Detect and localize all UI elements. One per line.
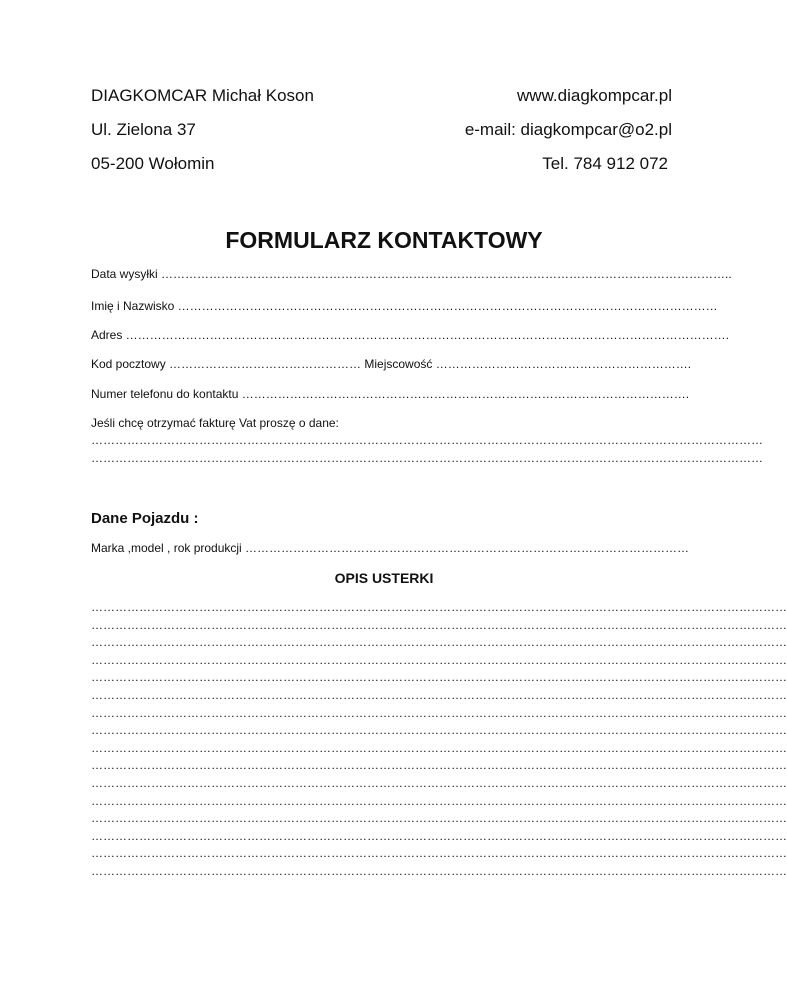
fault-line[interactable]: ………………………………………………………………………………………………………………………………………………………… <box>91 793 787 808</box>
invoice-line[interactable]: …………………………………………………………………………………………………………………………………………………… <box>91 433 763 447</box>
company-name: DIAGKOMCAR Michał Koson <box>91 86 314 105</box>
company-phone: Tel. 784 912 072 <box>542 154 668 173</box>
fault-line[interactable]: ………………………………………………………………………………………………………………………………………………………… <box>91 705 787 720</box>
fault-heading: OPIS USTERKI <box>334 570 434 586</box>
fault-line[interactable]: ………………………………………………………………………………………………………………………………………………………… <box>91 740 787 755</box>
fault-line[interactable]: ………………………………………………………………………………………………………………………………………………………… <box>91 864 787 878</box>
fault-line[interactable]: ………………………………………………………………………………………………………………………………………………………… <box>91 688 787 702</box>
company-website: www.diagkompcar.pl <box>517 86 672 105</box>
name-field[interactable]: Imię i Nazwisko ……………………………………………………………………………………………………………………… <box>91 299 718 313</box>
vehicle-make-model-field[interactable]: Marka ,model , rok produkcji ………………………………………………………………………………………………… <box>91 541 690 555</box>
fault-line[interactable]: ………………………………………………………………………………………………………………………………………………………… <box>91 652 787 667</box>
fault-line[interactable]: ………………………………………………………………………………………………………………………………………………………… <box>91 811 787 826</box>
postal-city-field[interactable]: Kod pocztowy ………………………………………… Miejscowość ………………………………………………………. <box>91 357 692 371</box>
fault-line[interactable]: ………………………………………………………………………………………………………………………………………………………… <box>91 600 787 614</box>
form-title: FORMULARZ KONTAKTOWY <box>225 227 543 253</box>
fault-line[interactable]: ………………………………………………………………………………………………………………………………………………………… <box>91 846 787 861</box>
company-city: 05-200 Wołomin <box>91 154 215 173</box>
ship-date-field[interactable]: Data wysyłki …………………………………………………………………………………………………………………………….. <box>91 267 732 281</box>
fault-line[interactable]: ………………………………………………………………………………………………………………………………………………………… <box>91 670 787 685</box>
fault-line[interactable]: ………………………………………………………………………………………………………………………………………………………… <box>91 776 787 790</box>
fault-line[interactable]: ………………………………………………………………………………………………………………………………………………………… <box>91 617 787 632</box>
company-email: e-mail: diagkompcar@o2.pl <box>464 120 672 139</box>
phone-field[interactable]: Numer telefonu do kontaktu …………………………………………………………………………………………………. <box>91 387 690 401</box>
invoice-label: Jeśli chcę otrzymać fakturę Vat proszę o dane: <box>91 416 339 430</box>
fault-line[interactable]: ………………………………………………………………………………………………………………………………………………………… <box>91 723 787 738</box>
invoice-line[interactable]: …………………………………………………………………………………………………………………………………………………… <box>91 451 763 465</box>
vehicle-heading: Dane Pojazdu : <box>91 510 199 527</box>
address-field[interactable]: Adres ……………………………………………………………………………………………………………………………………. <box>91 328 730 342</box>
company-street: Ul. Zielona 37 <box>91 120 196 139</box>
fault-line[interactable]: ………………………………………………………………………………………………………………………………………………………… <box>91 758 787 773</box>
fault-line[interactable]: ………………………………………………………………………………………………………………………………………………………… <box>91 635 787 650</box>
fault-line[interactable]: ………………………………………………………………………………………………………………………………………………………… <box>91 828 787 843</box>
